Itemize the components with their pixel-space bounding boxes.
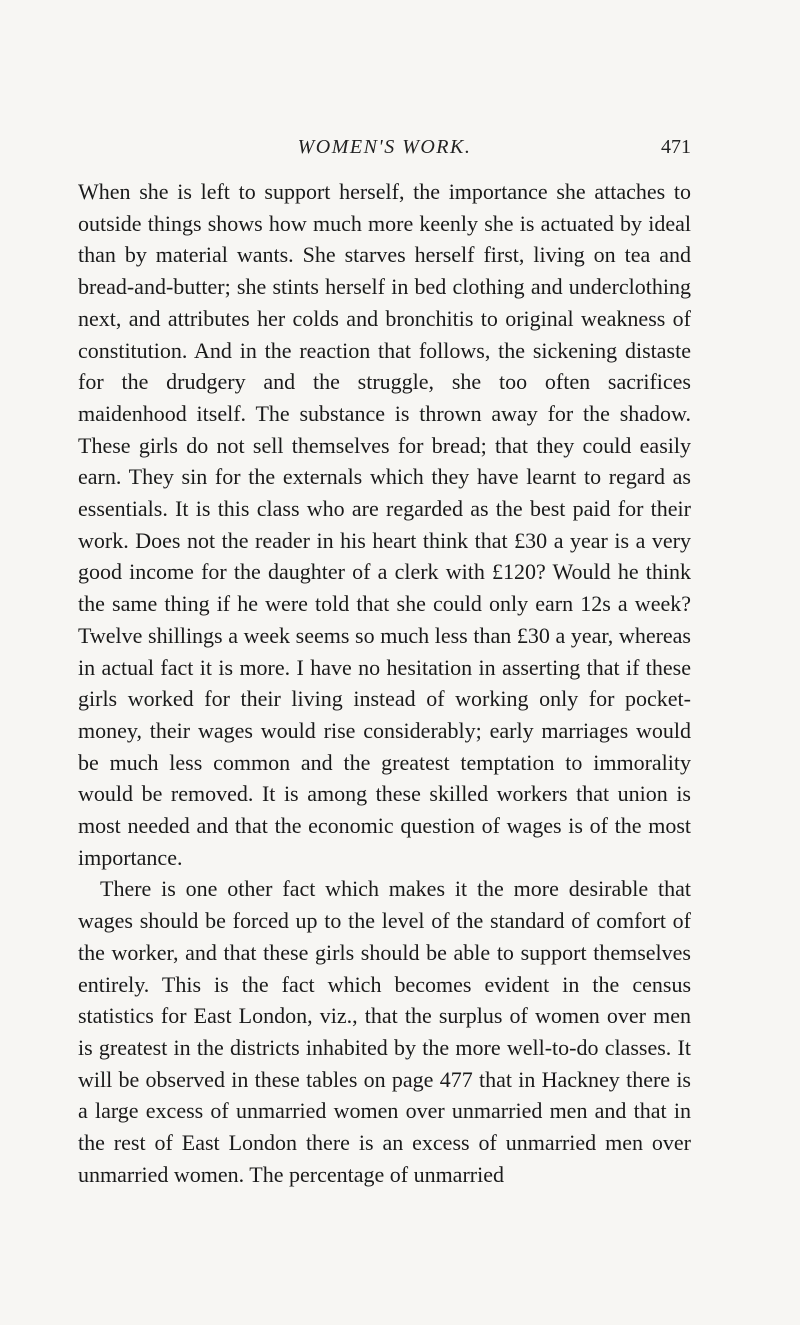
body-text	[78, 176, 691, 1191]
paragraph: There is one other fact which makes it the more desirable that wages should be forced up to the level of the standard of comfort of the worker, and that these girls should be able to support themselves entirely. This is the fact which becomes evident in the census statistics for East London, viz., that the surplus of women over men is greatest in the districts inhabited by the more well-to-do classes. It will be observed in these tables on page 477 that in Hackney there is a large excess of unmarried women over unmarried men and that in the rest of East London there is an excess of unmarried men over unmarried women. The percentage of unmarried	[78, 876, 691, 1187]
running-title: WOMEN'S WORK.	[297, 136, 472, 158]
page-number: 471	[661, 136, 691, 158]
paragraph: When she is left to support herself, the importance she attaches to outside things shows how much more keenly she is actuated by ideal than by material wants. She starves herself first, living on tea and bread-and-butter; she stints herself in bed clothing and underclothing next, and attributes her colds and bronchitis to original weakness of constitution. And in the reaction that follows, the sickening distaste for the drudgery and the struggle, she too often sacrifices maidenhood itself. The substance is thrown away for the shadow. These girls do not sell themselves for bread; that they could easily earn. They sin for the externals which they have learnt to regard as essentials. It is this class who are regarded as the best paid for their work. Does not the reader in his heart think that £30 a year is a very good income for the daughter of a clerk with £120? Would he think the same thing if he were told that she could only earn 12s a week? Twelve shillings a week seems so much less than £30 a year, whereas in actual fact it is more. I have no hesitation in asserting that if these girls worked for their living instead of working only for pocket-money, their wages would rise considerably; early marriages would be much less common and the greatest temptation to immorality would be removed. It is among these skilled workers that union is most needed and that the economic question of wages is of the most importance.	[78, 179, 691, 870]
running-head	[78, 136, 691, 166]
